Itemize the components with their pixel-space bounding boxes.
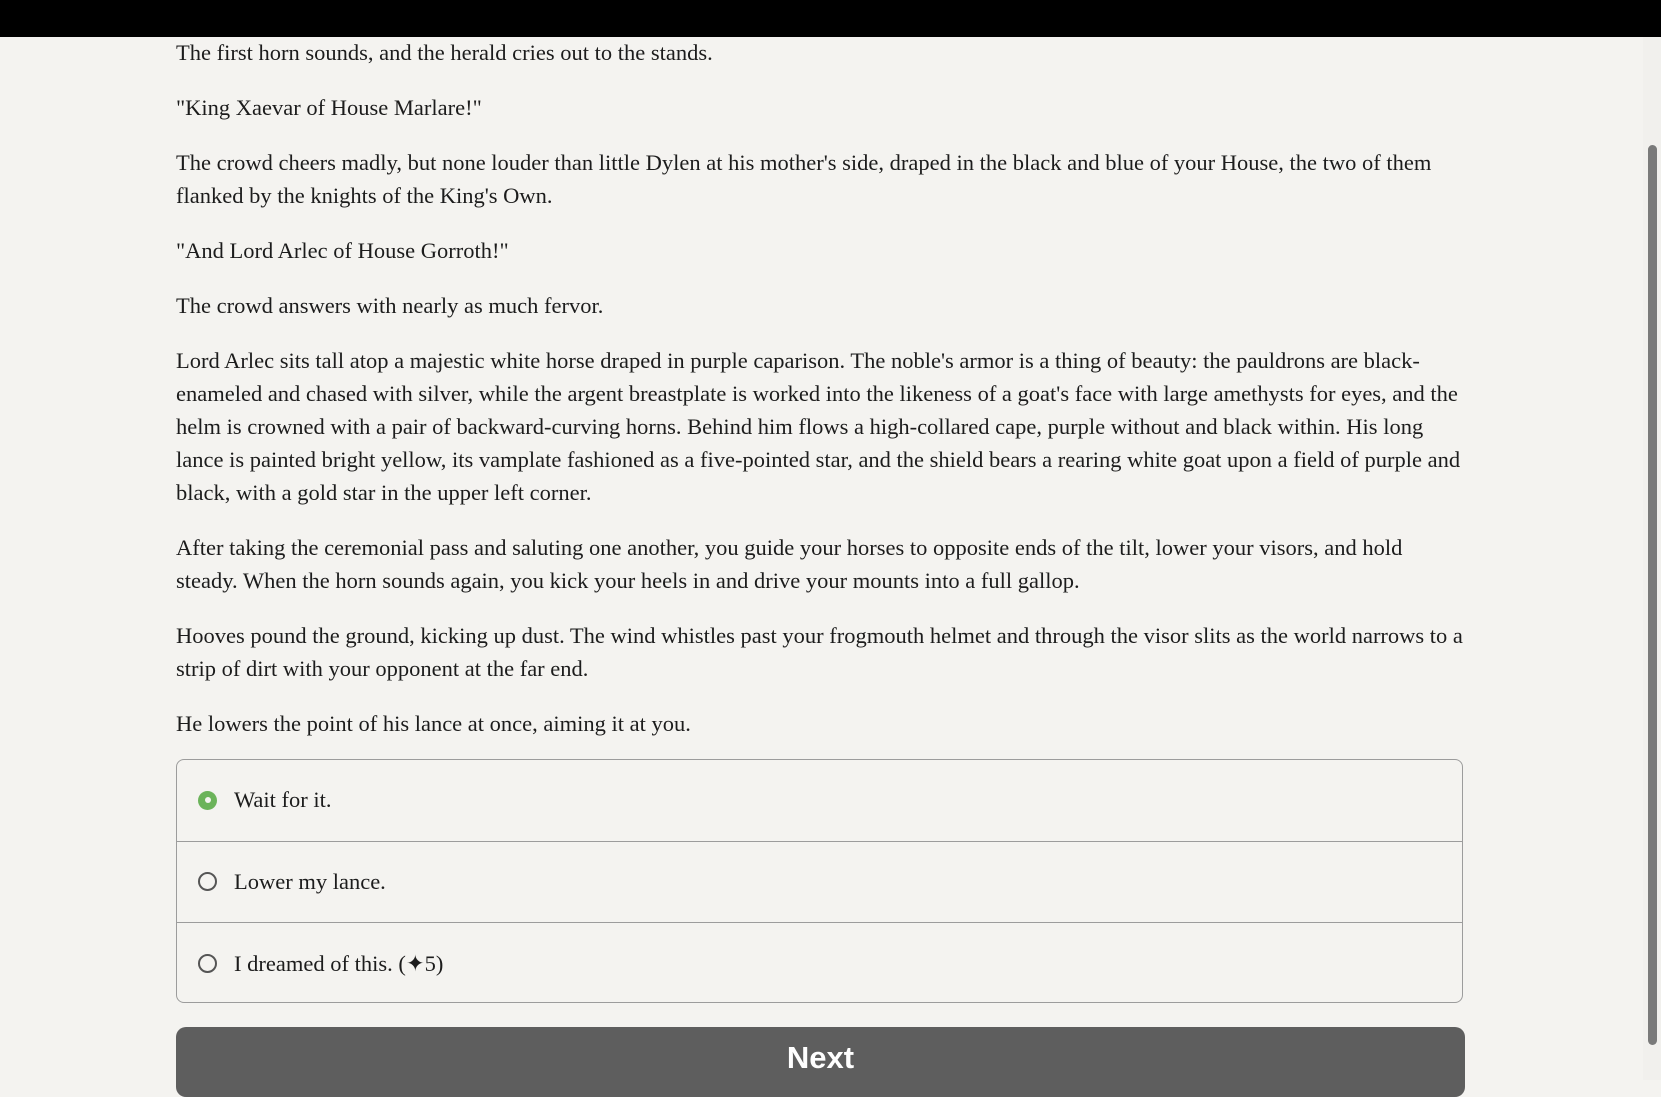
choice-option-lower-lance[interactable] bbox=[177, 842, 1462, 924]
story-paragraph: "King Xaevar of House Marlare!" bbox=[176, 95, 482, 120]
choice-label: I dreamed of this. (✦5) bbox=[234, 950, 444, 976]
story-paragraph: The crowd cheers madly, but none louder than little Dylen at his mother's side, draped in the black and blue of your House, the two of them flanked by the knights of the King's Own. bbox=[176, 150, 1432, 208]
story-paragraph: Hooves pound the ground, kicking up dust. The wind whistles past your frogmouth helmet and through the visor slits as the world narrows to a strip of dirt with your opponent at the far end. bbox=[176, 623, 1463, 681]
story-paragraph: After taking the ceremonial pass and saluting one another, you guide your horses to opposite ends of the tilt, lower your visors, and hold steady. When the horn sounds again, you kick your heels in and drive your mounts into a full gallop. bbox=[176, 535, 1403, 593]
scrollbar[interactable] bbox=[1643, 37, 1661, 1080]
choice-list bbox=[176, 759, 1463, 1003]
choice-label: Wait for it. bbox=[234, 787, 332, 813]
story-paragraph: Lord Arlec sits tall atop a majestic white horse draped in purple caparison. The noble's armor is a thing of beauty: the pauldrons are black-enameled and chased with silver, while the argent breastplate is worked into the likeness of a goat's face with large amethysts for eyes, and the helm is crowned with a pair of backward-curving horns. Behind him flows a high-collared cape, purple without and black within. His long lance is painted bright yellow, its vamplate fashioned as a five-pointed star, and the shield bears a rearing white goat upon a field of purple and black, with a gold star in the upper left corner. bbox=[176, 348, 1461, 505]
choice-label: Lower my lance. bbox=[234, 868, 386, 894]
story-paragraph: He lowers the point of his lance at once, aiming it at you. bbox=[176, 711, 691, 736]
story-paragraph: The crowd answers with nearly as much fervor. bbox=[176, 293, 604, 318]
radio-unselected-icon[interactable] bbox=[198, 872, 217, 891]
choice-option-wait[interactable] bbox=[177, 760, 1462, 842]
choice-option-dreamed[interactable] bbox=[177, 923, 1462, 1003]
story-text bbox=[176, 37, 1466, 762]
next-button[interactable]: Next bbox=[176, 1027, 1465, 1097]
story-paragraph: The first horn sounds, and the herald cries out to the stands. bbox=[176, 40, 713, 65]
radio-unselected-icon[interactable] bbox=[198, 954, 217, 973]
radio-selected-icon[interactable] bbox=[198, 791, 217, 810]
top-bar bbox=[0, 0, 1661, 37]
scrollbar-thumb[interactable] bbox=[1648, 145, 1657, 1045]
story-paragraph: "And Lord Arlec of House Gorroth!" bbox=[176, 238, 509, 263]
